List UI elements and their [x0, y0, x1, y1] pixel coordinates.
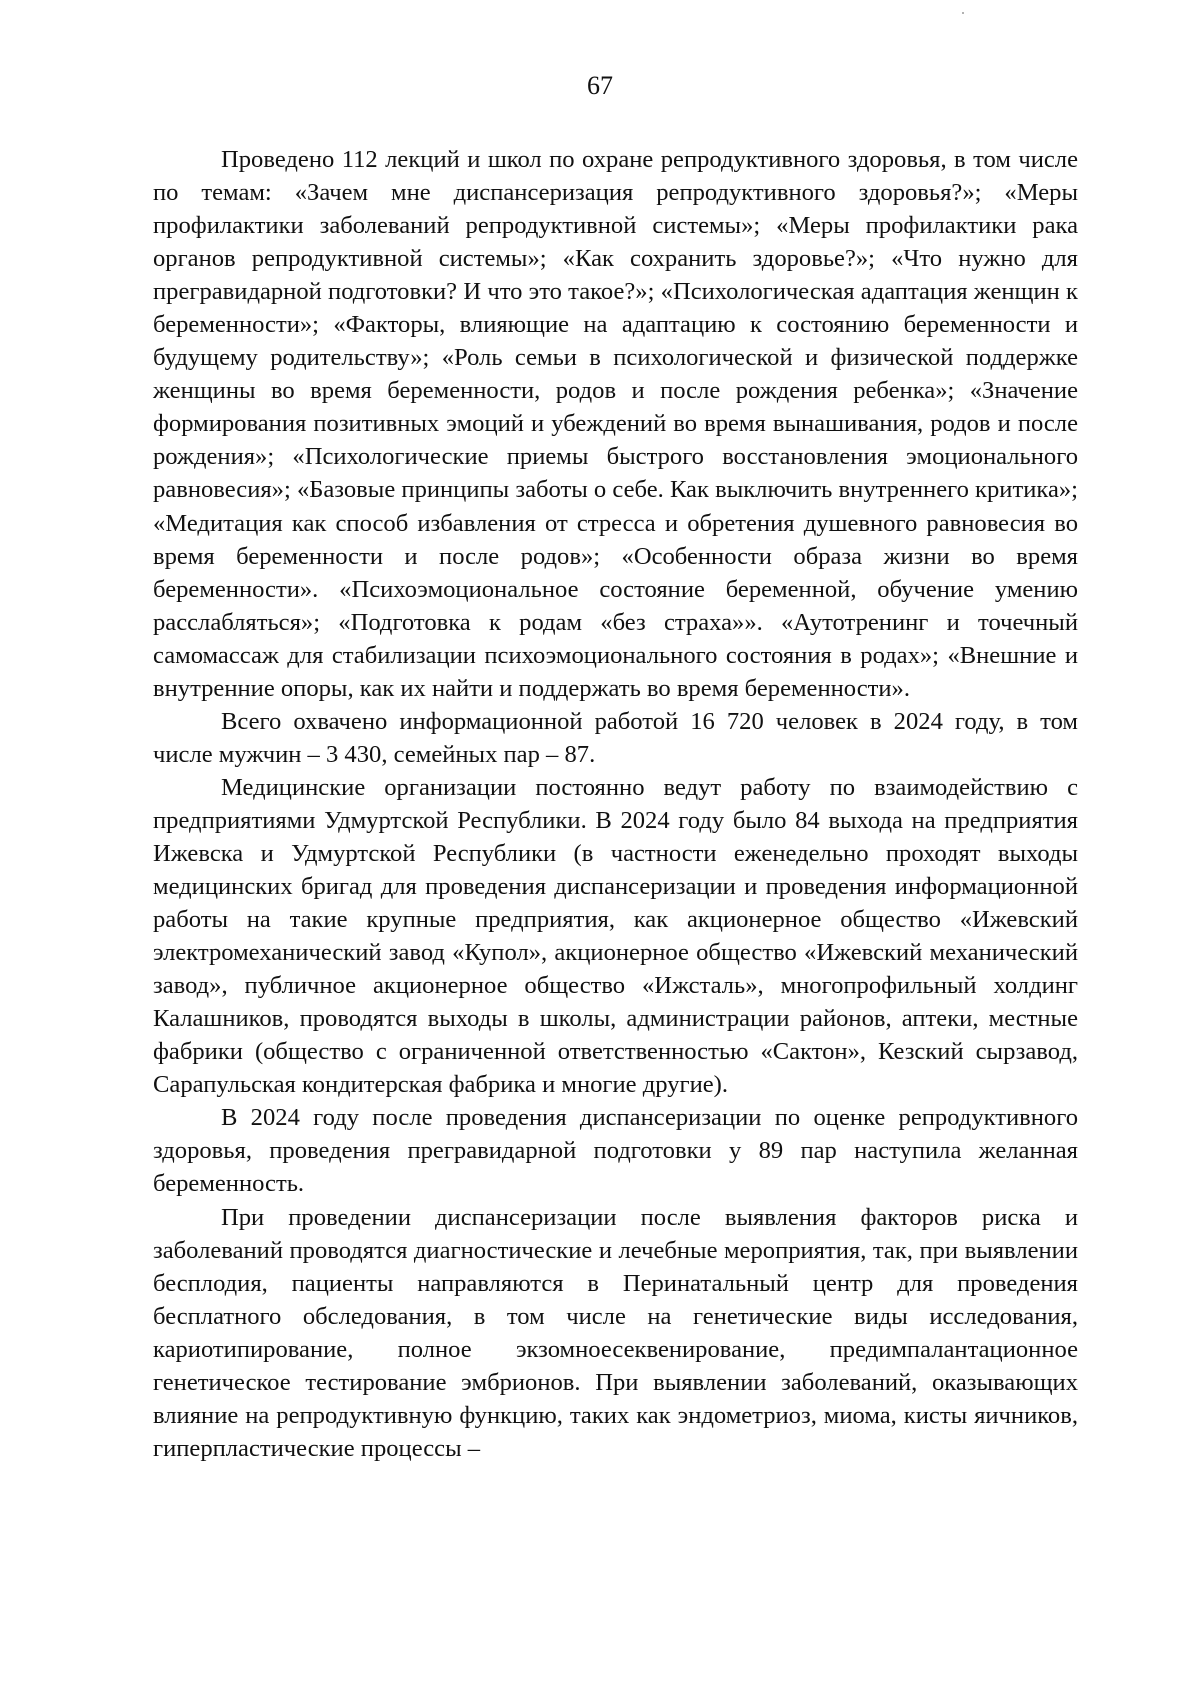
paragraph-coverage: Всего охвачено информационной работой 16 720 человек в 2024 году, в том числе мужчин – 3 430, семейных пар – 87.	[153, 707, 1078, 768]
scan-speck	[962, 12, 964, 14]
paragraph-pregnancy-outcome: В 2024 году после проведения диспансеризации по оценке репродуктивного здоровья, проведения прегравидарной подготовки у 89 пар наступила желанная беременность.	[153, 1104, 1078, 1198]
page-number: 67	[587, 71, 613, 100]
paragraph-lectures: Проведено 112 лекций и школ по охране репродуктивного здоровья, в том числе по темам: «Зачем мне диспансеризация репродуктивного здоровья?»; «Меры профилактики заболеваний репродуктивной системы»; «Меры профилактики рака органов репродуктивной системы»; «Как сохранить здоровье?»; «Что нужно для прегравидарной подготовки? И что это такое?»; «Психологическая адаптация женщин к беременности»; «Факторы, влияющие на адаптацию к состоянию беременности и будущему родительству»; «Роль семьи в психологической и физической поддержке женщины во время беременности, родов и после рождения ребенка»; «Значение формирования позитивных эмоций и убеждений во время вынашивания, родов и после рождения»; «Психологические приемы быстрого восстановления эмоционального равновесия»; «Базовые принципы заботы о себе. Как выключить внутреннего критика»; «Медитация как способ избавления от стресса и обретения душевного равновесия во время беременности и после родов»; «Особенности образа жизни во время беременности». «Психоэмоциональное состояние беременной, обучение умению расслабляться»; «Подготовка к родам «без страха»». «Аутотренинг и точечный самомассаж для стабилизации психоэмоционального состояния в родах»; «Внешние и внутренние опоры, как их найти и поддержать во время беременности».	[153, 146, 1078, 702]
paragraph-diagnostics: При проведении диспансеризации после выявления факторов риска и заболеваний проводятся диагностические и лечебные мероприятия, так, при выявлении бесплодия, пациенты направляются в Перинатальный центр для проведения бесплатного обследования, в том числе на генетические виды исследования, кариотипирование, полное экзомноесеквенирование, предимпалантационное генетическое тестирование эмбрионов. При выявлении заболеваний, оказывающих влияние на репродуктивную функцию, таких как эндометриоз, миома, кисты яичников, гиперпластические процессы –	[153, 1203, 1078, 1462]
paragraph-enterprises: Медицинские организации постоянно ведут работу по взаимодействию с предприятиями Удмуртской Республики. В 2024 году было 84 выхода на предприятия Ижевска и Удмуртской Республики (в частности еженедельно проходят выходы медицинских бригад для проведения диспансеризации и проведения информационной работы на такие крупные предприятия, как акционерное общество «Ижевский электромеханический завод «Купол», акционерное общество «Ижевский механический завод», публичное акционерное общество «Ижсталь», многопрофильный холдинг Калашников, проводятся выходы в школы, администрации районов, аптеки, местные фабрики (общество с ограниченной ответственностью «Сактон», Кезский сырзавод, Сарапульская кондитерская фабрика и многие другие).	[153, 773, 1078, 1099]
body-text	[153, 143, 1078, 1465]
